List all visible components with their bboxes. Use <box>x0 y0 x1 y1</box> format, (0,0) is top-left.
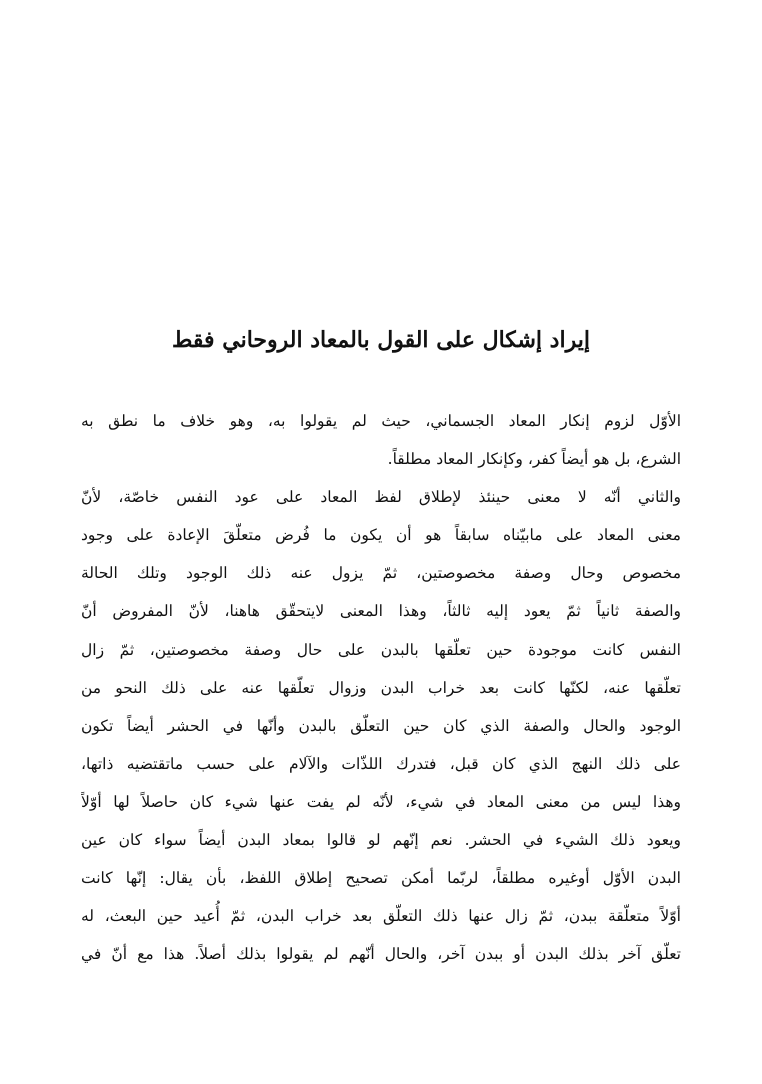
text-line: البدن الأوّل أوغيره مطلقاً، لربّما أمكن تصحيح إطلاق اللفظ، بأن يقال: إنّها كانت <box>81 869 681 888</box>
text-line: تعلّقها عنه، لكنّها كانت بعد خراب البدن وزوال تعلّقها عنه على ذلك النحو من <box>81 678 681 697</box>
text-line: الشرع، بل هو أيضاً كفر، وكإنكار المعاد مطلقاً. <box>387 450 681 469</box>
text-line: الوجود والحال والصفة الذي كان حين التعلّق بالبدن وأنّها في الحشر أيضاً تكون <box>81 716 681 735</box>
text-line: والصفة ثانياً ثمّ يعود إليه ثالثاً، وهذا المعنى لايتحقّق هاهنا، لأنّ المفروض أنّ <box>81 602 681 621</box>
text-line: تعلّق آخر بذلك البدن أو ببدن آخر، والحال أنّهم لم يقولوا بذلك أصلاً. هذا مع أنّ في <box>81 945 681 964</box>
text-line: النفس كانت موجودة حين تعلّقها بالبدن على حال وصفة مخصوصتين، ثمّ زال <box>81 640 681 659</box>
section-title: إيراد إشكال على القول بالمعاد الروحاني فقط <box>172 327 590 353</box>
text-line: على ذلك النهج الذي كان قبل، فتدرك اللذّات والآلام على حسب ماتقتضيه ذاتها، <box>81 754 681 773</box>
text-line: والثاني أنّه لا معنى حينئذ لإطلاق لفظ المعاد على عود النفس خاصّة، لأنّ <box>81 488 681 507</box>
text-line: وهذا ليس من معنى المعاد في شيء، لأنّه لم يفت عنها شيء كان حاصلاً لها أوّلاً <box>81 792 681 811</box>
text-line: معنى المعاد على مابيّناه سابقاً هو أن يكون ما فُرض متعلّقَ الإعادة على وجود <box>81 526 681 545</box>
text-line: ويعود ذلك الشيء في الحشر. نعم إنّهم لو قالوا بمعاد البدن أيضاً سواء كان عين <box>81 831 681 850</box>
text-line: أوّلاً متعلّقة ببدن، ثمّ زال عنها ذلك التعلّق بعد خراب البدن، ثمّ أُعيد حين البعث، له <box>81 907 681 926</box>
text-line: الأوّل لزوم إنكار المعاد الجسماني، حيث لم يقولوا به، وهو خلاف ما نطق به <box>81 412 681 430</box>
body-text <box>81 402 681 973</box>
text-line: مخصوص وحال وصفة مخصوصتين، ثمّ يزول عنه ذلك الوجود وتلك الحالة <box>81 564 681 583</box>
